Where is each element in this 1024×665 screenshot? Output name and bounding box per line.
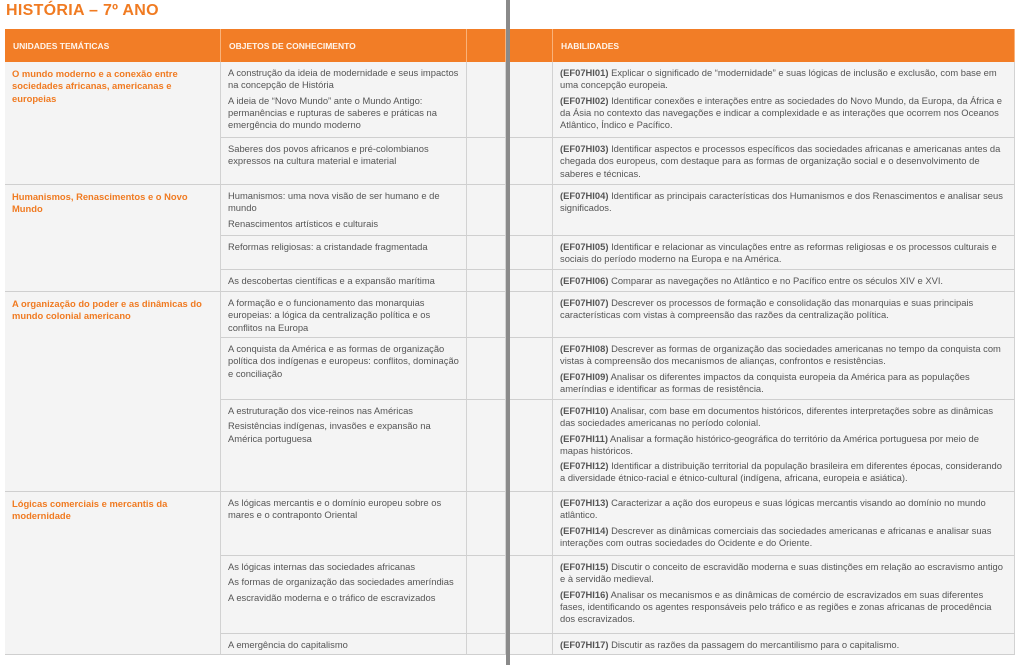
skills-cell — [553, 292, 1015, 338]
skill-code: (EF07HI01) — [560, 67, 609, 78]
spacer-cell-left — [467, 62, 506, 138]
skill-code: (EF07HI02) — [560, 94, 609, 106]
spacer-cell-right — [510, 62, 553, 138]
skill-text: Explicar o significado de “modernidade” e suas lógicas de inclusão e exclusão, com base em uma concepção europeia. — [560, 67, 997, 91]
header-skills: HABILIDADES — [553, 29, 1015, 62]
skills-cell — [553, 62, 1015, 138]
spacer-cell-right — [510, 556, 553, 634]
skill-text: Identificar as principais características dos Humanismos e dos Renascimentos e analisar seus significados. — [560, 190, 1003, 214]
objects-cell — [221, 400, 467, 492]
skill-text: Identificar e relacionar as vinculações entre as reformas religiosas e os processos culturais e sociais do período moderno na Europa e na América. — [560, 241, 997, 265]
spacer-cell-right — [510, 185, 553, 236]
skill-item — [560, 639, 1007, 651]
skill-code: (EF07HI12) — [560, 460, 609, 472]
object-item: As lógicas internas das sociedades africanas — [228, 561, 416, 572]
skill-text: Identificar a distribuição territorial da população brasileira em diferentes épocas, considerando a diversidade étnico-racial e étnico-cultural (indígena, africana, europeia e asiática). — [560, 460, 1002, 484]
object-item: A ideia de “Novo Mundo” ante o Mundo Antigo: permanências e rupturas de saberes e práticas na emergência do mundo moderno — [228, 94, 437, 131]
skill-text: Analisar, com base em documentos históricos, diferentes interpretações sobre as dinâmicas das sociedades americanas no período colonial. — [560, 405, 994, 429]
skill-text: Analisar os diferentes impactos da conquista europeia da América para as populações ameríndias e identificar as formas de resistência. — [560, 370, 970, 394]
skill-text: Comparar as navegações no Atlântico e no Pacífico entre os séculos XIV e XVI. — [611, 275, 944, 286]
skills-cell — [553, 400, 1015, 492]
spacer-cell-right — [510, 270, 553, 292]
object-item: Renascimentos artísticos e culturais — [228, 217, 379, 229]
objects-cell — [221, 138, 467, 185]
spacer-cell-left — [467, 270, 506, 292]
skill-text: Descrever as formas de organização das sociedades americanas no tempo da conquista com vistas à compreensão dos mecanismos de alianças, confrontos e resistências. — [560, 343, 1001, 367]
objects-cell — [221, 634, 467, 655]
objects-cell — [221, 556, 467, 634]
skill-item — [560, 371, 1007, 396]
page-gutter — [506, 0, 510, 665]
skills-cell — [553, 138, 1015, 185]
skill-item — [560, 275, 1007, 287]
spacer-cell-left — [467, 492, 506, 556]
skill-item — [560, 433, 1007, 458]
skill-code: (EF07HI10) — [560, 405, 609, 416]
header-spacer-left — [467, 29, 506, 62]
skill-item — [560, 561, 1007, 586]
skill-item — [560, 460, 1007, 485]
spacer-cell-left — [467, 400, 506, 492]
skill-item — [560, 190, 1007, 215]
skill-code: (EF07HI04) — [560, 190, 609, 201]
spacer-cell-left — [467, 236, 506, 270]
skill-code: (EF07HI15) — [560, 561, 609, 572]
objects-cell — [221, 292, 467, 338]
object-item: A estruturação dos vice-reinos nas Américas — [228, 405, 413, 416]
spacer-cell-left — [467, 338, 506, 400]
spacer-cell-left — [467, 634, 506, 655]
spacer-cell-left — [467, 556, 506, 634]
skills-cell — [553, 338, 1015, 400]
skill-item — [560, 95, 1007, 132]
header-spacer-right — [510, 29, 553, 62]
spacer-cell-left — [467, 292, 506, 338]
skill-text: Discutir as razões da passagem do mercantilismo para o capitalismo. — [611, 639, 900, 650]
skills-cell — [553, 556, 1015, 634]
spacer-cell-right — [510, 236, 553, 270]
object-item: Reformas religiosas: a cristandade fragmentada — [228, 241, 428, 252]
skill-text: Caracterizar a ação dos europeus e suas lógicas mercantis visando ao domínio no mundo atlântico. — [560, 497, 986, 521]
skill-code: (EF07HI17) — [560, 639, 609, 650]
skills-cell — [553, 270, 1015, 292]
skill-code: (EF07HI09) — [560, 370, 609, 382]
object-item: Resistências indígenas, invasões e expansão na América portuguesa — [228, 420, 431, 444]
skill-item — [560, 343, 1007, 368]
objects-cell — [221, 236, 467, 270]
skills-cell — [553, 185, 1015, 236]
object-item: Humanismos: uma nova visão de ser humano e de mundo — [228, 190, 440, 214]
object-item: As lógicas mercantis e o domínio europeu sobre os mares e o contraponto Oriental — [228, 497, 442, 521]
skill-text: Discutir o conceito de escravidão moderna e suas distinções em relação ao escravismo antigo e à servidão medieval. — [560, 561, 1003, 585]
skill-text: Analisar a formação histórico-geográfica do território da América portuguesa por meio de mapas históricos. — [560, 432, 979, 456]
skill-item — [560, 143, 1007, 180]
spacer-cell-right — [510, 400, 553, 492]
spacer-cell-left — [467, 138, 506, 185]
object-item: Saberes dos povos africanos e pré-colombianos expressos na cultura material e imaterial — [228, 143, 429, 167]
objects-cell — [221, 492, 467, 556]
object-item: A escravidão moderna e o tráfico de escravizados — [228, 591, 436, 603]
skill-item — [560, 589, 1007, 626]
object-item: A conquista da América e as formas de organização política dos indígenas e europeus: conflitos, dominação e conciliação — [228, 343, 459, 379]
skill-item — [560, 67, 1007, 92]
skill-code: (EF07HI05) — [560, 241, 609, 252]
skill-text: Analisar os mecanismos e as dinâmicas de comércio de escravizados em suas diferentes fases, identificando os agentes responsáveis pelo tráfico e as regiões e zonas africanas de procedência dos escravizados. — [560, 588, 992, 625]
skill-text: Identificar conexões e interações entre as sociedades do Novo Mundo, da Europa, da África e da Ásia no contexto das navegações e indicar a complexidade e as interações que ocorrem nos Oceanos Atlântico, Índico e Pacífico. — [560, 94, 1002, 131]
skill-item — [560, 241, 1007, 266]
objects-cell — [221, 185, 467, 236]
skill-code: (EF07HI06) — [560, 275, 609, 286]
skill-item — [560, 405, 1007, 430]
unit-cell: Lógicas comerciais e mercantis da modernidade — [5, 492, 221, 655]
skill-item — [560, 497, 1007, 522]
page-title: HISTÓRIA – 7º ANO — [6, 2, 159, 19]
skill-text: Descrever os processos de formação e consolidação das monarquias e suas principais características com vistas à compreensão das razões da centralização política. — [560, 297, 974, 321]
skill-code: (EF07HI14) — [560, 524, 609, 536]
skill-code: (EF07HI08) — [560, 343, 609, 354]
skill-code: (EF07HI11) — [560, 432, 608, 444]
objects-cell — [221, 338, 467, 400]
header-units: UNIDADES TEMÁTICAS — [5, 29, 221, 62]
object-item: A emergência do capitalismo — [228, 639, 348, 650]
skill-code: (EF07HI13) — [560, 497, 609, 508]
object-item: A formação e o funcionamento das monarquias europeias: a lógica da centralização política e os conflitos na Europa — [228, 297, 431, 333]
spacer-cell-right — [510, 338, 553, 400]
spacer-cell-left — [467, 185, 506, 236]
object-item: As descobertas científicas e a expansão marítima — [228, 275, 435, 286]
header-objects: OBJETOS DE CONHECIMENTO — [221, 29, 467, 62]
object-item: As formas de organização das sociedades ameríndias — [228, 576, 454, 588]
skill-code: (EF07HI07) — [560, 297, 609, 308]
spacer-cell-right — [510, 292, 553, 338]
skills-cell — [553, 634, 1015, 655]
skills-cell — [553, 492, 1015, 556]
unit-cell: A organização do poder e as dinâmicas do mundo colonial americano — [5, 292, 221, 492]
skill-code: (EF07HI03) — [560, 143, 609, 154]
spacer-cell-right — [510, 492, 553, 556]
spacer-cell-right — [510, 138, 553, 185]
skill-text: Identificar aspectos e processos específicos das sociedades africanas e americanas antes da chegada dos europeus, com destaque para as formas de organização social e o desenvolvimento de saberes e técnicas. — [560, 143, 1001, 179]
objects-cell — [221, 62, 467, 138]
unit-cell: Humanismos, Renascimentos e o Novo Mundo — [5, 185, 221, 292]
objects-cell — [221, 270, 467, 292]
skill-item — [560, 297, 1007, 322]
spacer-cell-right — [510, 634, 553, 655]
skill-text: Descrever as dinâmicas comerciais das sociedades americanas e africanas e analisar suas interações com outras sociedades do Ocidente e do Oriente. — [560, 524, 992, 548]
unit-cell: O mundo moderno e a conexão entre sociedades africanas, americanas e europeias — [5, 62, 221, 185]
object-item: A construção da ideia de modernidade e seus impactos na concepção de História — [228, 67, 459, 91]
skills-cell — [553, 236, 1015, 270]
skill-code: (EF07HI16) — [560, 588, 609, 600]
skill-item — [560, 525, 1007, 550]
